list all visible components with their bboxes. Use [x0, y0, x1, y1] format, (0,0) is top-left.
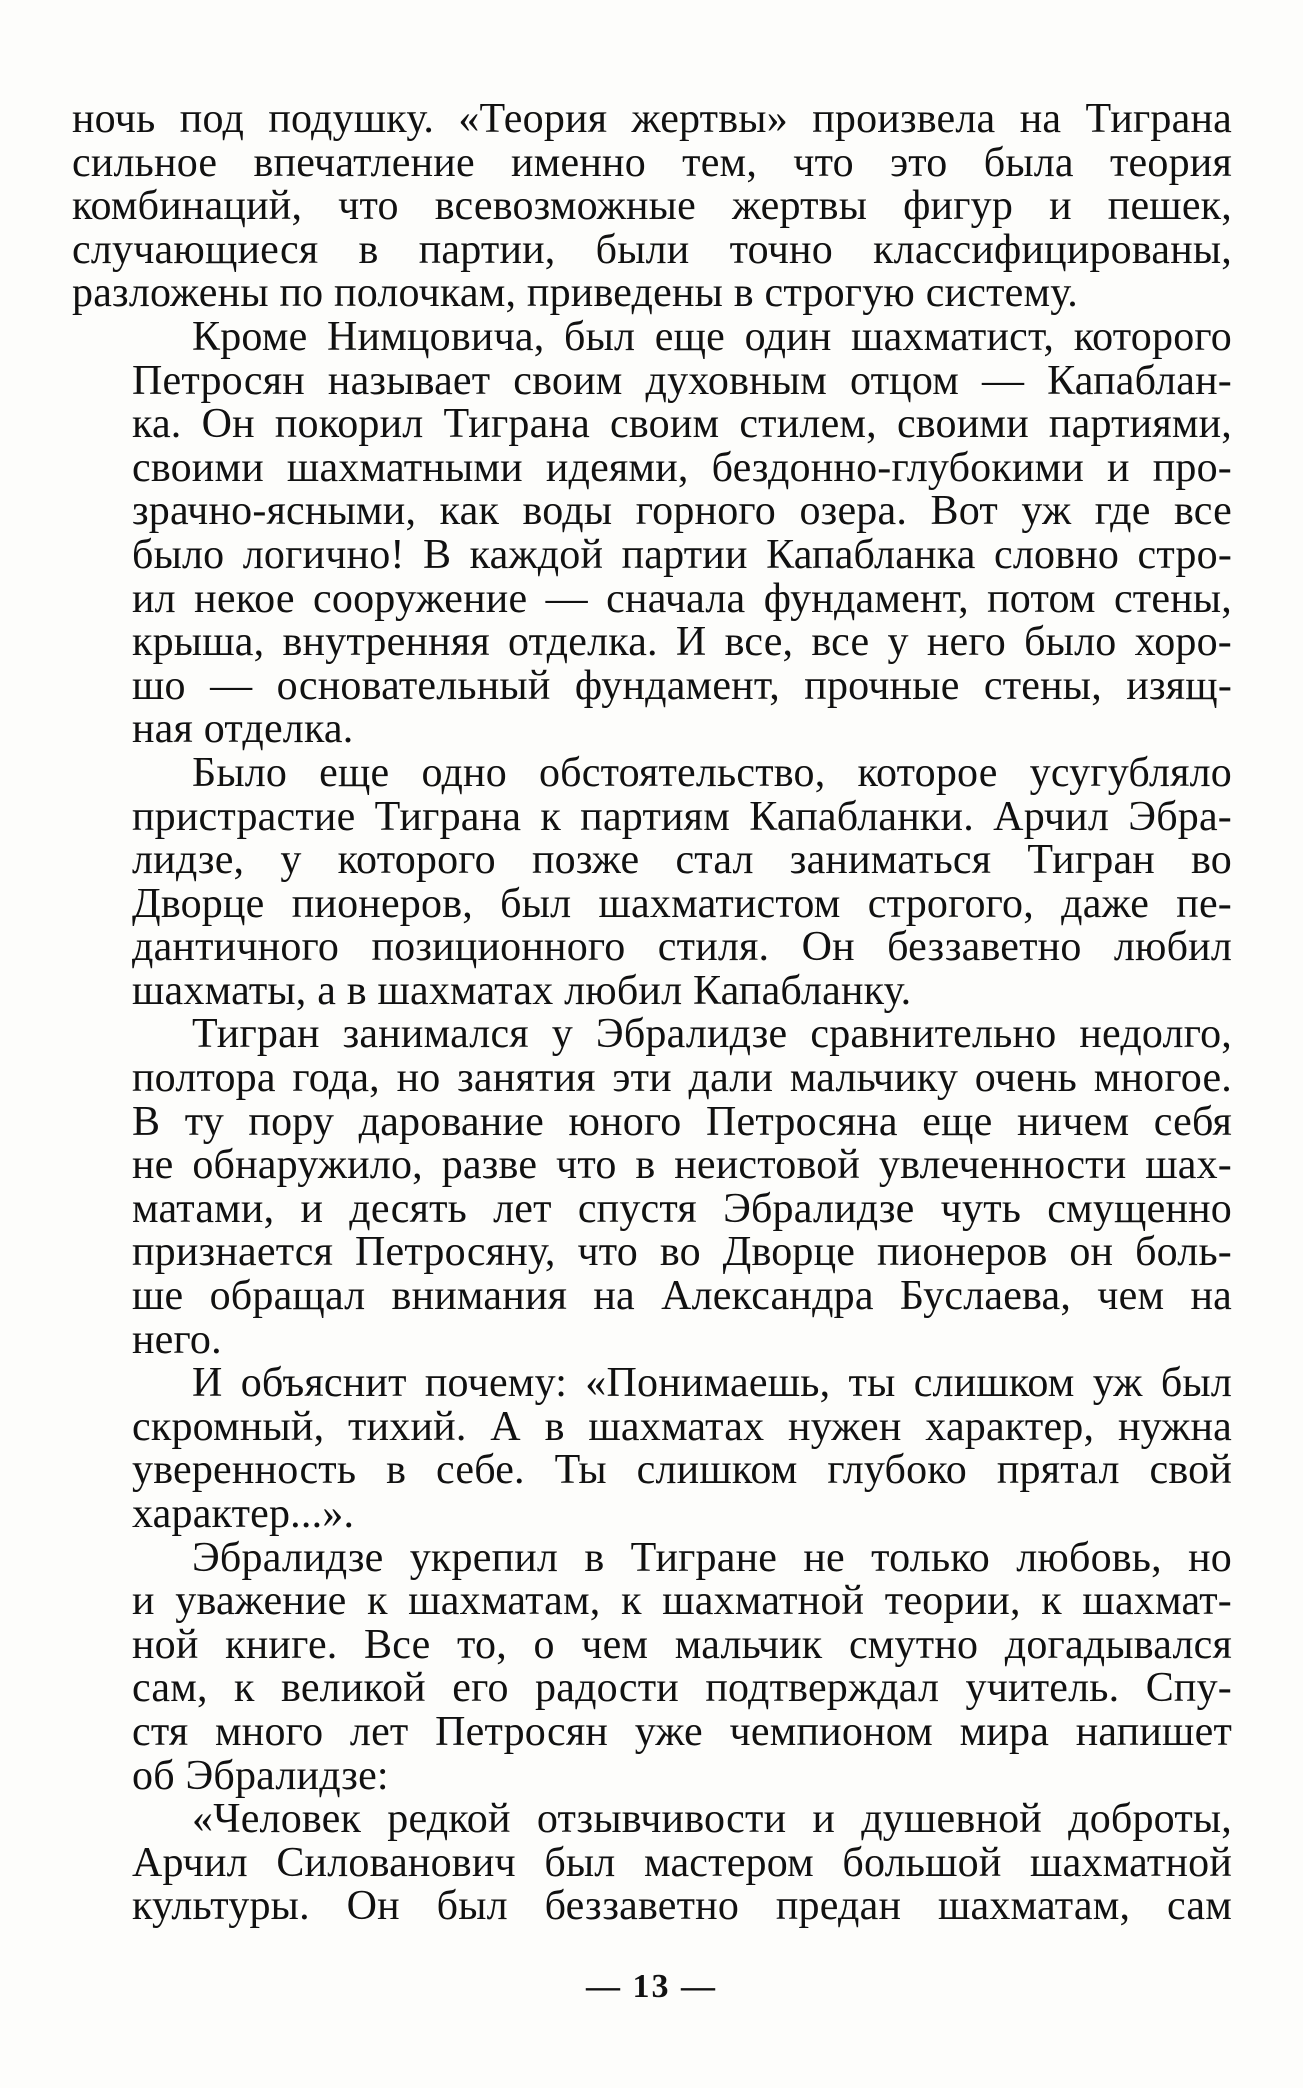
text-line: матами, и десять лет спустя Эбралидзе чуть смущенно — [132, 1185, 1232, 1232]
text-line: ил некое сооружение — сначала фундамент, потом стены, — [132, 575, 1232, 622]
text-line: Тигран занимался у Эбралидзе сравнительно недолго, — [192, 1011, 1232, 1058]
text-line: разложены по полочкам, приведены в строгую систему. — [72, 270, 1078, 317]
paragraph — [72, 1534, 1232, 1799]
text-line: стя много лет Петросян уже чемпионом мира напишет — [132, 1708, 1232, 1755]
text-line: Арчил Силованович был мастером большой шахматной — [132, 1839, 1232, 1886]
text-line: пристрастие Тиграна к партиям Капабланки. Арчил Эбра- — [132, 793, 1232, 840]
text-line: В ту пору дарование юного Петросяна еще ничем себя — [132, 1098, 1232, 1145]
text-line: ная отделка. — [132, 706, 354, 753]
text-line: сам, к великой его радости подтверждал учитель. Спу- — [132, 1665, 1232, 1712]
text-line: Эбралидзе укрепил в Тигране не только любовь, но — [192, 1534, 1232, 1581]
text-line: Петросян называет своим духовным отцом — Капаблан- — [132, 357, 1232, 404]
text-line: было логично! В каждой партии Капабланка словно стро- — [132, 531, 1232, 578]
paragraph — [72, 98, 1232, 316]
body-text — [72, 98, 1232, 1929]
paragraph — [72, 313, 1232, 753]
paragraph — [72, 1013, 1232, 1362]
text-line: и уважение к шахматам, к шахматной теории, к шахмат- — [132, 1578, 1232, 1625]
text-line: не обнаружило, разве что в неистовой увлеченности шах- — [132, 1142, 1232, 1189]
text-line: шахматы, а в шахматах любил Капабланку. — [132, 967, 912, 1014]
text-line: уверенность в себе. Ты слишком глубоко прятал свой — [132, 1447, 1232, 1494]
text-line: скромный, тихий. А в шахматах нужен характер, нужна — [132, 1403, 1232, 1450]
text-line: ка. Он покорил Тиграна своим стилем, своими партиями, — [132, 401, 1232, 448]
paragraph — [72, 1362, 1232, 1536]
text-line: Дворце пионеров, был шахматистом строгого, даже пе- — [132, 880, 1232, 927]
text-line: ше обращал внимания на Александра Буслаева, чем на — [132, 1273, 1232, 1320]
paragraph — [72, 1798, 1232, 1929]
text-line: него. — [132, 1316, 222, 1363]
text-line: своими шахматными идеями, бездонно-глубокими и про- — [132, 444, 1232, 491]
text-line: ночь под подушку. «Теория жертвы» произвела на Тиграна — [72, 96, 1232, 142]
text-line: Было еще одно обстоятельство, которое усугубляло — [192, 749, 1232, 796]
text-line: признается Петросяну, что во Дворце пионеров он боль- — [132, 1229, 1232, 1276]
text-line: полтора года, но занятия эти дали мальчику очень многое. — [132, 1055, 1232, 1102]
text-line: лидзе, у которого позже стал заниматься Тигран во — [132, 837, 1232, 884]
text-line: «Человек редкой отзывчивости и душевной доброты, — [192, 1796, 1232, 1843]
text-line: случающиеся в партии, были точно классифицированы, — [72, 226, 1232, 273]
text-line: сильное впечатление именно тем, что это была теория — [72, 139, 1232, 186]
text-line: об Эбралидзе: — [132, 1752, 389, 1799]
paragraph — [72, 749, 1232, 1014]
text-line: шо — основательный фундамент, прочные стены, изящ- — [132, 662, 1232, 709]
text-line: ной книге. Все то, о чем мальчик смутно догадывался — [132, 1621, 1232, 1668]
text-line: культуры. Он был беззаветно предан шахматам, сам — [132, 1883, 1232, 1930]
text-line: комбинаций, что всевозможные жертвы фигур и пешек, — [72, 183, 1232, 230]
text-line: зрачно-ясными, как воды горного озера. Вот уж где все — [132, 488, 1232, 535]
text-line: дантичного позиционного стиля. Он беззаветно любил — [132, 924, 1232, 971]
text-line: Кроме Нимцовича, был еще один шахматист, которого — [192, 313, 1232, 360]
text-line: характер...». — [132, 1491, 355, 1537]
text-line: крыша, внутренняя отделка. И все, все у него было хоро- — [132, 619, 1232, 666]
page-number: — 13 — — [586, 1968, 717, 2005]
text-line: И объяснит почему: «Понимаешь, ты слишком уж был — [192, 1360, 1232, 1407]
